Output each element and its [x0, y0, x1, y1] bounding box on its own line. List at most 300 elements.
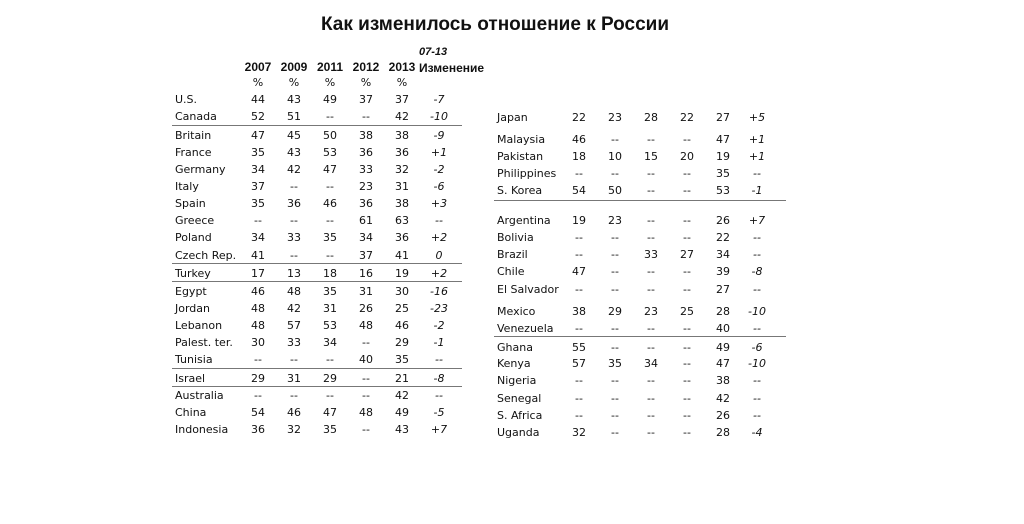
- value-cell: --: [683, 214, 691, 227]
- change-cell: +7: [430, 423, 448, 436]
- table-row: [497, 282, 779, 299]
- value-cell: --: [575, 231, 583, 244]
- value-cell: --: [611, 133, 619, 146]
- value-cell: 17: [251, 267, 265, 280]
- value-cell: --: [326, 389, 334, 402]
- value-cell: 48: [287, 285, 301, 298]
- change-header: Изменение: [419, 61, 485, 75]
- value-cell: 22: [716, 231, 730, 244]
- change-cell: -10: [748, 357, 766, 370]
- value-cell: --: [290, 353, 298, 366]
- value-cell: 37: [359, 93, 373, 106]
- value-cell: 61: [359, 214, 373, 227]
- value-cell: 13: [287, 267, 301, 280]
- table-row: [175, 422, 461, 439]
- change-cell: -7: [433, 93, 445, 106]
- value-cell: 38: [359, 129, 373, 142]
- table-row: [175, 196, 461, 213]
- value-cell: --: [683, 322, 691, 335]
- value-cell: 18: [572, 150, 586, 163]
- country-name: Germany: [175, 163, 226, 176]
- value-cell: 50: [608, 184, 622, 197]
- country-name: Uganda: [497, 426, 540, 439]
- value-cell: 47: [716, 133, 730, 146]
- group-divider: [172, 281, 462, 282]
- change-cell: -8: [751, 265, 763, 278]
- value-cell: --: [683, 409, 691, 422]
- value-cell: 19: [395, 267, 409, 280]
- value-cell: --: [611, 341, 619, 354]
- value-cell: 28: [716, 305, 730, 318]
- change-cell: -6: [433, 180, 445, 193]
- change-cell: --: [753, 167, 761, 180]
- value-cell: 29: [395, 336, 409, 349]
- value-cell: 20: [680, 150, 694, 163]
- table-row: [497, 264, 779, 281]
- table-row: [497, 110, 779, 127]
- table-row: [175, 92, 461, 109]
- value-cell: 42: [395, 110, 409, 123]
- value-cell: --: [362, 389, 370, 402]
- value-cell: 35: [251, 146, 265, 159]
- country-name: S. Africa: [497, 409, 543, 422]
- value-cell: --: [647, 409, 655, 422]
- percent-label: %: [396, 76, 408, 89]
- value-cell: --: [326, 249, 334, 262]
- table-row: [497, 391, 779, 408]
- change-cell: -23: [430, 302, 448, 315]
- value-cell: 42: [395, 389, 409, 402]
- value-cell: --: [575, 409, 583, 422]
- table-row: [497, 213, 779, 230]
- table-row: [497, 373, 779, 390]
- change-cell: --: [753, 283, 761, 296]
- country-name: Kenya: [497, 357, 531, 370]
- year-header: 2011: [316, 60, 344, 74]
- value-cell: 47: [251, 129, 265, 142]
- value-cell: 23: [608, 214, 622, 227]
- value-cell: --: [575, 248, 583, 261]
- value-cell: 54: [251, 406, 265, 419]
- value-cell: --: [290, 214, 298, 227]
- value-cell: 33: [644, 248, 658, 261]
- value-cell: 37: [395, 93, 409, 106]
- value-cell: 45: [287, 129, 301, 142]
- value-cell: --: [611, 409, 619, 422]
- change-cell: --: [753, 231, 761, 244]
- value-cell: 46: [287, 406, 301, 419]
- table-row: [175, 318, 461, 335]
- percent-header-row: [240, 76, 420, 90]
- value-cell: 42: [287, 302, 301, 315]
- value-cell: --: [647, 133, 655, 146]
- country-name: Brazil: [497, 248, 528, 261]
- value-cell: 48: [359, 319, 373, 332]
- value-cell: --: [683, 133, 691, 146]
- value-cell: 39: [716, 265, 730, 278]
- country-name: Japan: [497, 111, 528, 124]
- table-row: [175, 145, 461, 162]
- change-cell: -1: [751, 184, 763, 197]
- country-name: France: [175, 146, 212, 159]
- value-cell: 55: [572, 341, 586, 354]
- change-cell: +1: [748, 133, 766, 146]
- table-row: [497, 183, 779, 200]
- value-cell: 34: [251, 231, 265, 244]
- value-cell: 22: [572, 111, 586, 124]
- table-row: [497, 408, 779, 425]
- value-cell: 43: [287, 146, 301, 159]
- table-row: [497, 166, 779, 183]
- value-cell: 33: [359, 163, 373, 176]
- value-cell: --: [647, 265, 655, 278]
- country-name: Lebanon: [175, 319, 223, 332]
- change-cell: -8: [433, 372, 445, 385]
- change-cell: --: [435, 214, 443, 227]
- value-cell: 46: [395, 319, 409, 332]
- value-cell: --: [647, 341, 655, 354]
- value-cell: --: [611, 248, 619, 261]
- value-cell: 38: [572, 305, 586, 318]
- change-cell: --: [753, 248, 761, 261]
- group-divider: [172, 368, 462, 369]
- value-cell: 32: [572, 426, 586, 439]
- group-divider: [172, 263, 462, 264]
- value-cell: --: [362, 110, 370, 123]
- value-cell: 36: [395, 231, 409, 244]
- value-cell: 36: [395, 146, 409, 159]
- group-divider: [494, 200, 786, 201]
- value-cell: --: [611, 167, 619, 180]
- change-cell: -2: [433, 163, 445, 176]
- group-divider: [494, 336, 786, 337]
- country-name: Mexico: [497, 305, 536, 318]
- value-cell: 28: [644, 111, 658, 124]
- value-cell: 36: [251, 423, 265, 436]
- value-cell: 49: [716, 341, 730, 354]
- country-name: Pakistan: [497, 150, 544, 163]
- value-cell: 35: [323, 231, 337, 244]
- value-cell: --: [683, 265, 691, 278]
- value-cell: 37: [251, 180, 265, 193]
- value-cell: --: [683, 341, 691, 354]
- change-cell: +7: [748, 214, 766, 227]
- year-header: 2009: [280, 60, 308, 74]
- change-cell: --: [753, 374, 761, 387]
- value-cell: --: [254, 389, 262, 402]
- country-name: Jordan: [175, 302, 210, 315]
- value-cell: 49: [323, 93, 337, 106]
- value-cell: 10: [608, 150, 622, 163]
- country-name: Ghana: [497, 341, 533, 354]
- table-row: [497, 340, 779, 357]
- page-title: Как изменилось отношение к России: [320, 14, 670, 35]
- value-cell: 35: [323, 423, 337, 436]
- value-cell: 57: [287, 319, 301, 332]
- value-cell: --: [683, 374, 691, 387]
- country-name: Senegal: [497, 392, 542, 405]
- table-row: [175, 301, 461, 318]
- group-divider: [172, 125, 462, 126]
- value-cell: --: [611, 374, 619, 387]
- change-cell: 0: [435, 249, 443, 262]
- value-cell: 25: [395, 302, 409, 315]
- value-cell: 23: [359, 180, 373, 193]
- value-cell: 36: [287, 197, 301, 210]
- table-row: [175, 213, 461, 230]
- country-name: Spain: [175, 197, 206, 210]
- country-name: Philippines: [497, 167, 557, 180]
- value-cell: 33: [287, 336, 301, 349]
- value-cell: --: [683, 184, 691, 197]
- value-cell: 44: [251, 93, 265, 106]
- change-cell: +2: [430, 267, 448, 280]
- value-cell: 38: [716, 374, 730, 387]
- value-cell: 26: [716, 409, 730, 422]
- value-cell: 27: [716, 283, 730, 296]
- change-cell: -10: [430, 110, 448, 123]
- percent-label: %: [252, 76, 264, 89]
- value-cell: --: [611, 265, 619, 278]
- country-name: Turkey: [175, 267, 211, 280]
- value-cell: --: [362, 372, 370, 385]
- table-row: [175, 405, 461, 422]
- country-name: El Salvador: [497, 283, 559, 296]
- value-cell: --: [290, 249, 298, 262]
- value-cell: 34: [716, 248, 730, 261]
- value-cell: --: [326, 353, 334, 366]
- change-cell: --: [753, 322, 761, 335]
- value-cell: 48: [251, 319, 265, 332]
- table-row: [497, 149, 779, 166]
- value-cell: 43: [287, 93, 301, 106]
- table-row: [175, 388, 461, 405]
- value-cell: 54: [572, 184, 586, 197]
- value-cell: 26: [716, 214, 730, 227]
- value-cell: 29: [608, 305, 622, 318]
- value-cell: 29: [251, 372, 265, 385]
- value-cell: 27: [680, 248, 694, 261]
- value-cell: 43: [395, 423, 409, 436]
- value-cell: --: [575, 283, 583, 296]
- table-row: [497, 304, 779, 321]
- change-cell: -4: [751, 426, 763, 439]
- value-cell: --: [611, 426, 619, 439]
- table-row: [497, 247, 779, 264]
- value-cell: --: [683, 426, 691, 439]
- country-name: Australia: [175, 389, 224, 402]
- country-name: S. Korea: [497, 184, 543, 197]
- value-cell: 23: [608, 111, 622, 124]
- value-cell: 19: [716, 150, 730, 163]
- country-name: Venezuela: [497, 322, 554, 335]
- value-cell: 63: [395, 214, 409, 227]
- value-cell: --: [683, 283, 691, 296]
- value-cell: --: [647, 322, 655, 335]
- country-name: Canada: [175, 110, 217, 123]
- value-cell: 47: [323, 163, 337, 176]
- change-cell: -6: [751, 341, 763, 354]
- change-cell: -1: [433, 336, 445, 349]
- country-name: U.S.: [175, 93, 198, 106]
- change-cell: +1: [748, 150, 766, 163]
- country-name: Italy: [175, 180, 199, 193]
- value-cell: 21: [395, 372, 409, 385]
- year-header: 2013: [388, 60, 416, 74]
- value-cell: 33: [287, 231, 301, 244]
- change-cell: --: [753, 409, 761, 422]
- value-cell: 35: [395, 353, 409, 366]
- value-cell: --: [611, 231, 619, 244]
- value-cell: --: [683, 392, 691, 405]
- change-cell: -9: [433, 129, 445, 142]
- change-cell: -5: [433, 406, 445, 419]
- country-name: Malaysia: [497, 133, 546, 146]
- table-row: [175, 179, 461, 196]
- value-cell: 31: [323, 302, 337, 315]
- value-cell: --: [254, 353, 262, 366]
- value-cell: 42: [716, 392, 730, 405]
- change-cell: +3: [430, 197, 448, 210]
- value-cell: 41: [251, 249, 265, 262]
- value-cell: 35: [323, 285, 337, 298]
- table-row: [175, 109, 461, 126]
- value-cell: --: [647, 374, 655, 387]
- value-cell: 40: [716, 322, 730, 335]
- country-name: Czech Rep.: [175, 249, 237, 262]
- percent-label: %: [288, 76, 300, 89]
- value-cell: 57: [572, 357, 586, 370]
- value-cell: 35: [251, 197, 265, 210]
- country-name: Tunisia: [175, 353, 213, 366]
- country-name: Greece: [175, 214, 215, 227]
- year-header: 2007: [244, 60, 272, 74]
- value-cell: --: [575, 374, 583, 387]
- table-row: [175, 352, 461, 369]
- value-cell: 48: [359, 406, 373, 419]
- value-cell: --: [683, 231, 691, 244]
- value-cell: 28: [716, 426, 730, 439]
- country-name: Palest. ter.: [175, 336, 233, 349]
- table-row: [497, 132, 779, 149]
- country-name: Nigeria: [497, 374, 537, 387]
- country-name: Britain: [175, 129, 212, 142]
- value-cell: 48: [251, 302, 265, 315]
- value-cell: --: [290, 389, 298, 402]
- value-cell: 36: [359, 197, 373, 210]
- value-cell: --: [683, 167, 691, 180]
- table-row: [175, 335, 461, 352]
- value-cell: 34: [323, 336, 337, 349]
- value-cell: --: [290, 180, 298, 193]
- value-cell: --: [647, 184, 655, 197]
- value-cell: 46: [572, 133, 586, 146]
- value-cell: 53: [716, 184, 730, 197]
- value-cell: 34: [644, 357, 658, 370]
- table-row: [497, 425, 779, 442]
- table-row: [497, 356, 779, 373]
- change-cell: +5: [748, 111, 766, 124]
- value-cell: --: [647, 167, 655, 180]
- value-cell: 31: [287, 372, 301, 385]
- value-cell: --: [254, 214, 262, 227]
- value-cell: --: [683, 357, 691, 370]
- value-cell: --: [575, 392, 583, 405]
- value-cell: 52: [251, 110, 265, 123]
- table-row: [175, 284, 461, 301]
- value-cell: 46: [251, 285, 265, 298]
- value-cell: 30: [251, 336, 265, 349]
- change-cell: -10: [748, 305, 766, 318]
- value-cell: 34: [251, 163, 265, 176]
- percent-label: %: [360, 76, 372, 89]
- value-cell: 25: [680, 305, 694, 318]
- value-cell: 53: [323, 146, 337, 159]
- value-cell: --: [611, 322, 619, 335]
- country-name: China: [175, 406, 207, 419]
- value-cell: --: [647, 426, 655, 439]
- value-cell: 29: [323, 372, 337, 385]
- change-cell: -2: [433, 319, 445, 332]
- value-cell: 47: [572, 265, 586, 278]
- change-cell: --: [435, 353, 443, 366]
- value-cell: 42: [287, 163, 301, 176]
- country-name: Poland: [175, 231, 212, 244]
- country-name: Indonesia: [175, 423, 229, 436]
- value-cell: --: [647, 231, 655, 244]
- country-name: Chile: [497, 265, 525, 278]
- value-cell: 31: [395, 180, 409, 193]
- country-name: Bolivia: [497, 231, 534, 244]
- value-cell: 41: [395, 249, 409, 262]
- value-cell: 32: [395, 163, 409, 176]
- change-period-header: 07-13: [419, 46, 448, 58]
- value-cell: 30: [395, 285, 409, 298]
- value-cell: 47: [323, 406, 337, 419]
- group-divider: [172, 386, 462, 387]
- change-cell: --: [435, 389, 443, 402]
- value-cell: 23: [644, 305, 658, 318]
- value-cell: --: [575, 167, 583, 180]
- value-cell: --: [611, 392, 619, 405]
- change-cell: -16: [430, 285, 448, 298]
- value-cell: 35: [716, 167, 730, 180]
- value-cell: --: [647, 214, 655, 227]
- value-cell: 36: [359, 146, 373, 159]
- country-name: Israel: [175, 372, 206, 385]
- table-row: [497, 230, 779, 247]
- value-cell: --: [647, 283, 655, 296]
- value-cell: 27: [716, 111, 730, 124]
- change-cell: +1: [430, 146, 448, 159]
- table-row: [175, 162, 461, 179]
- value-cell: --: [362, 336, 370, 349]
- value-cell: --: [647, 392, 655, 405]
- value-cell: 50: [323, 129, 337, 142]
- value-cell: --: [326, 180, 334, 193]
- table-row: [175, 128, 461, 145]
- value-cell: 26: [359, 302, 373, 315]
- value-cell: 31: [359, 285, 373, 298]
- value-cell: --: [362, 423, 370, 436]
- value-cell: 16: [359, 267, 373, 280]
- value-cell: 38: [395, 129, 409, 142]
- value-cell: 53: [323, 319, 337, 332]
- year-header: 2012: [352, 60, 380, 74]
- value-cell: 34: [359, 231, 373, 244]
- country-name: Argentina: [497, 214, 551, 227]
- value-cell: 40: [359, 353, 373, 366]
